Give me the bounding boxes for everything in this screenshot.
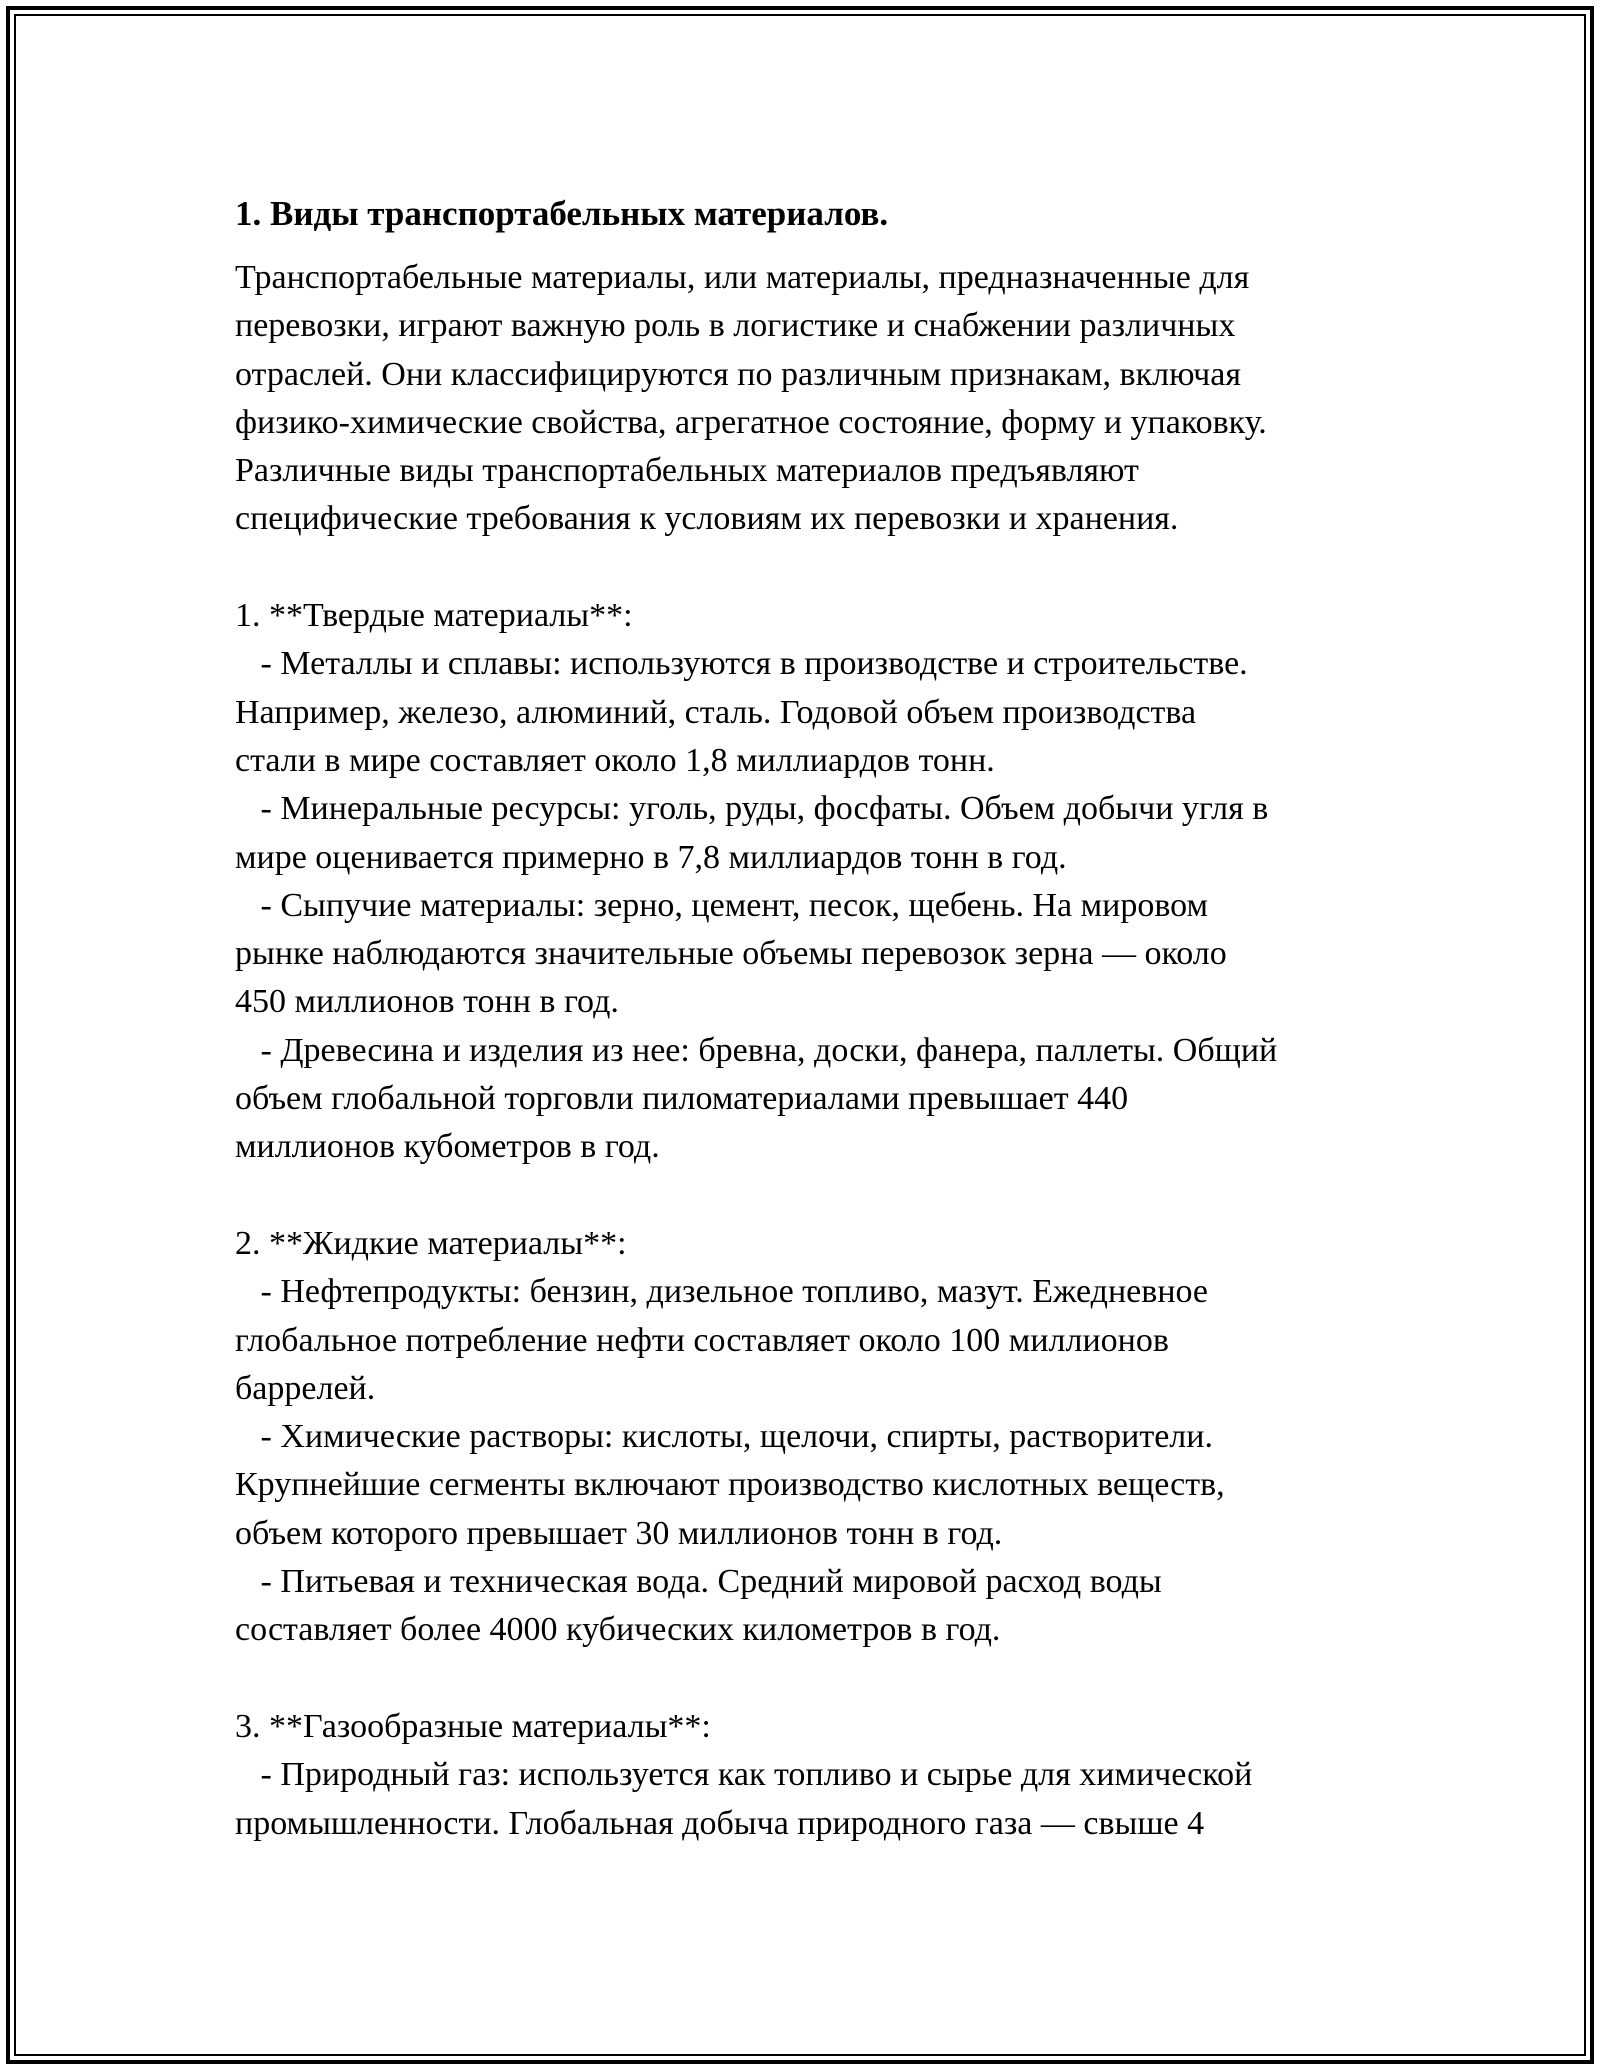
text-line: рынке наблюдаются значительные объемы перевозок зерна — около xyxy=(235,935,1227,973)
text-line: - Металлы и сплавы: используются в производстве и строительстве. xyxy=(235,645,1248,683)
text-line: - Древесина и изделия из нее: бревна, доски, фанера, паллеты. Общий xyxy=(235,1031,1278,1069)
text-line: Например, железо, алюминий, сталь. Годовой объем производства xyxy=(235,693,1197,731)
text-line: баррелей. xyxy=(235,1369,376,1407)
section-heading: 1. Виды транспортабельных материалов. xyxy=(235,194,889,233)
blank-line xyxy=(235,1655,1415,1703)
text-line: объем глобальной торговли пиломатериалами превышает 440 xyxy=(235,1080,1129,1118)
blank-line xyxy=(235,1172,1415,1220)
text-line: объем которого превышает 30 миллионов тонн в год. xyxy=(235,1514,1003,1552)
text-line: составляет более 4000 кубических километров в год. xyxy=(235,1611,1001,1649)
text-line: - Химические растворы: кислоты, щелочи, спирты, растворители. xyxy=(235,1418,1213,1456)
text-line: Транспортабельные материалы, или материалы, предназначенные для xyxy=(235,259,1250,296)
text-line: - Сыпучие материалы: зерно, цемент, песок, щебень. На мировом xyxy=(235,886,1209,924)
text-line: специфические требования к условиям их перевозки и хранения. xyxy=(235,500,1179,538)
text-line: перевозки, играют важную роль в логистике и снабжении различных xyxy=(235,307,1236,345)
text-line: - Нефтепродукты: бензин, дизельное топливо, мазут. Ежедневное xyxy=(235,1273,1209,1311)
text-line: миллионов кубометров в год. xyxy=(235,1128,660,1166)
text-line: физико-химические свойства, агрегатное состояние, форму и упаковку. xyxy=(235,403,1267,441)
text-line: стали в мире составляет около 1,8 миллиардов тонн. xyxy=(235,741,995,779)
blank-line xyxy=(235,544,1415,592)
text-line: - Минеральные ресурсы: уголь, руды, фосфаты. Объем добычи угля в xyxy=(235,790,1269,828)
text-line: Крупнейшие сегменты включают производство кислотных веществ, xyxy=(235,1466,1225,1504)
text-line: 2. **Жидкие материалы**: xyxy=(235,1224,627,1262)
text-line: - Природный газ: используется как топливо и сырье для химической xyxy=(235,1756,1253,1794)
text-line: Различные виды транспортабельных материалов предъявляют xyxy=(235,452,1139,490)
document-text xyxy=(235,254,1415,1848)
text-line: 3. **Газообразные материалы**: xyxy=(235,1707,711,1745)
text-line: отраслей. Они классифицируются по различным признакам, включая xyxy=(235,355,1242,393)
text-line: 1. **Твердые материалы**: xyxy=(235,597,633,635)
text-line: - Питьевая и техническая вода. Средний мировой расход воды xyxy=(235,1563,1162,1601)
document-body xyxy=(235,186,1415,1848)
text-line: мире оценивается примерно в 7,8 миллиардов тонн в год. xyxy=(235,838,1067,876)
text-line: глобальное потребление нефти составляет около 100 миллионов xyxy=(235,1321,1169,1359)
text-line: промышленности. Глобальная добыча природного газа — свыше 4 xyxy=(235,1804,1205,1842)
text-line: 450 миллионов тонн в год. xyxy=(235,983,619,1021)
